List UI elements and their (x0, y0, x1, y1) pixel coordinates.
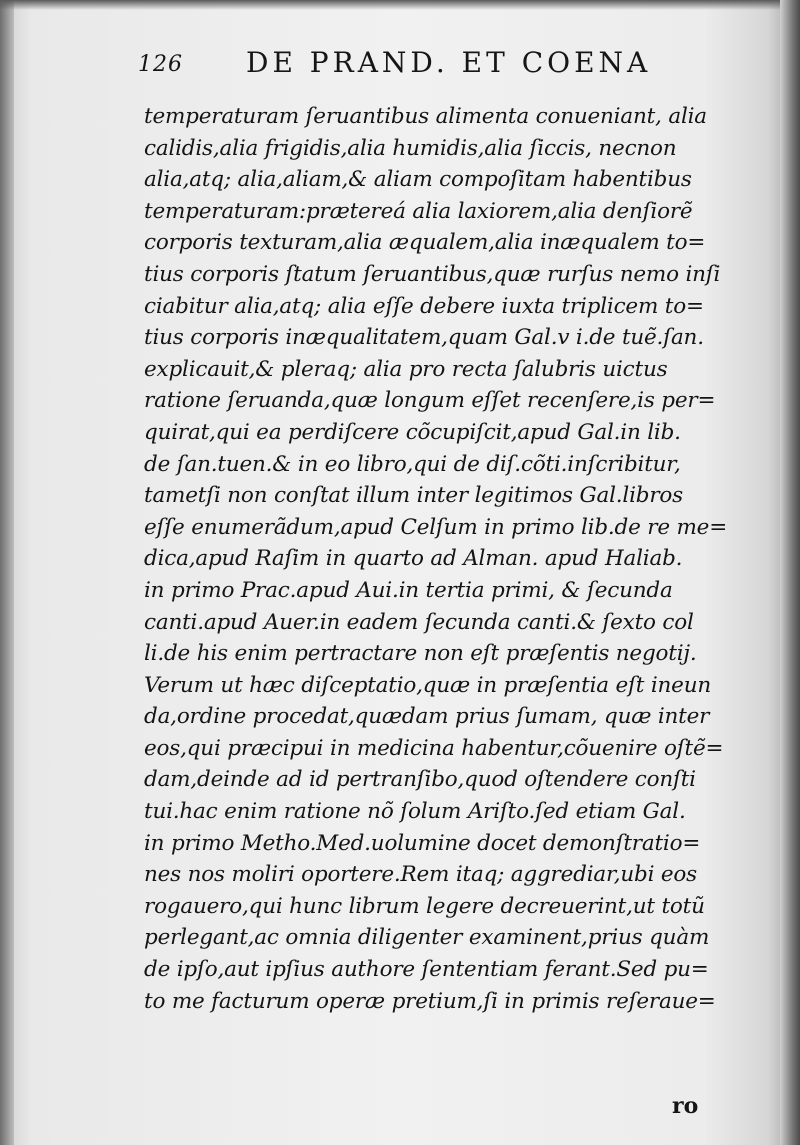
text-line: tametſi non conſtat illum inter legitimos Gal.libros (144, 483, 683, 509)
text-line: rogauero,qui hunc librum legere decreuerint,ut totũ (144, 893, 705, 919)
page-header (138, 44, 678, 84)
text-line: tius corporis ſtatum ſeruantibus,quæ rurſus nemo inſi (144, 261, 721, 287)
text-line: dam,deinde ad id pertranſibo,quod oſtendere conſti (144, 767, 696, 793)
text-line: tui.hac enim ratione nõ ſolum Ariſto.ſed etiam Gal. (144, 799, 686, 825)
text-line: explicauit,& pleraq; alia pro recta ſalubris uictus (144, 356, 668, 382)
text-line: de ſan.tuen.& in eo libro,qui de diſ.cõti.inſcribitur, (144, 451, 681, 477)
running-title: DE PRAND. ET COENA (246, 46, 652, 79)
text-line: ratione ſeruanda,quæ longum eſſet recenſere,is per= (144, 388, 716, 414)
text-line: perlegant,ac omnia diligenter examinent,prius quàm (144, 925, 710, 951)
text-line: li.de his enim pertractare non eſt præſentis negotij. (144, 641, 697, 667)
page-right-edge (780, 0, 800, 1145)
text-line: in primo Metho.Med.uolumine docet demonſtratio= (144, 830, 701, 856)
text-line: ciabitur alia,atq; alia eſſe debere iuxta triplicem to= (144, 293, 704, 319)
text-line: dica,apud Raſim in quarto ad Alman. apud Haliab. (144, 546, 683, 572)
text-line: da,ordine procedat,quædam prius ſumam, quæ inter (144, 704, 710, 730)
page-gutter-shadow (0, 0, 14, 1145)
text-line: canti.apud Auer.in eadem ſecunda canti.& ſexto col (144, 609, 694, 635)
page-number: 126 (138, 52, 183, 77)
body-text (144, 101, 728, 1017)
text-line: Verum ut hæc diſceptatio,quæ in præſentia eſt ineun (144, 672, 712, 698)
text-line: to me facturum operæ pretium,ſi in primis reſeraue= (144, 988, 716, 1014)
text-line: nes nos moliri oportere.Rem itaq; aggrediar,ubi eos (144, 862, 697, 888)
text-line: temperaturam ſeruantibus alimenta conueniant, alia (144, 104, 707, 129)
catchword: ro (672, 1093, 699, 1119)
text-line: quirat,qui ea perdiſcere cõcupiſcit,apud Gal.in lib. (144, 419, 681, 445)
page-top-shadow (0, 0, 800, 10)
text-line: temperaturam:prætereá alia laxiorem,alia denſiorẽ (144, 198, 693, 224)
text-line: eos,qui præcipui in medicina habentur,cõuenire oſtẽ= (144, 735, 724, 761)
text-line: eſſe enumerãdum,apud Celſum in primo lib.de re me= (144, 514, 728, 540)
text-line: de ipſo,aut ipſius authore ſententiam ferant.Sed pu= (144, 957, 709, 983)
text-line: in primo Prac.apud Aui.in tertia primi, & ſecunda (144, 577, 673, 603)
text-line: calidis,alia frigidis,alia humidis,alia ſiccis, necnon (144, 135, 677, 161)
text-line: tius corporis inæqualitatem,quam Gal.v i.de tuẽ.ſan. (144, 325, 704, 351)
text-line: alia,atq; alia,aliam,& aliam compoſitam habentibus (144, 167, 692, 193)
text-line: corporis texturam,alia æqualem,alia inæqualem to= (144, 230, 706, 256)
